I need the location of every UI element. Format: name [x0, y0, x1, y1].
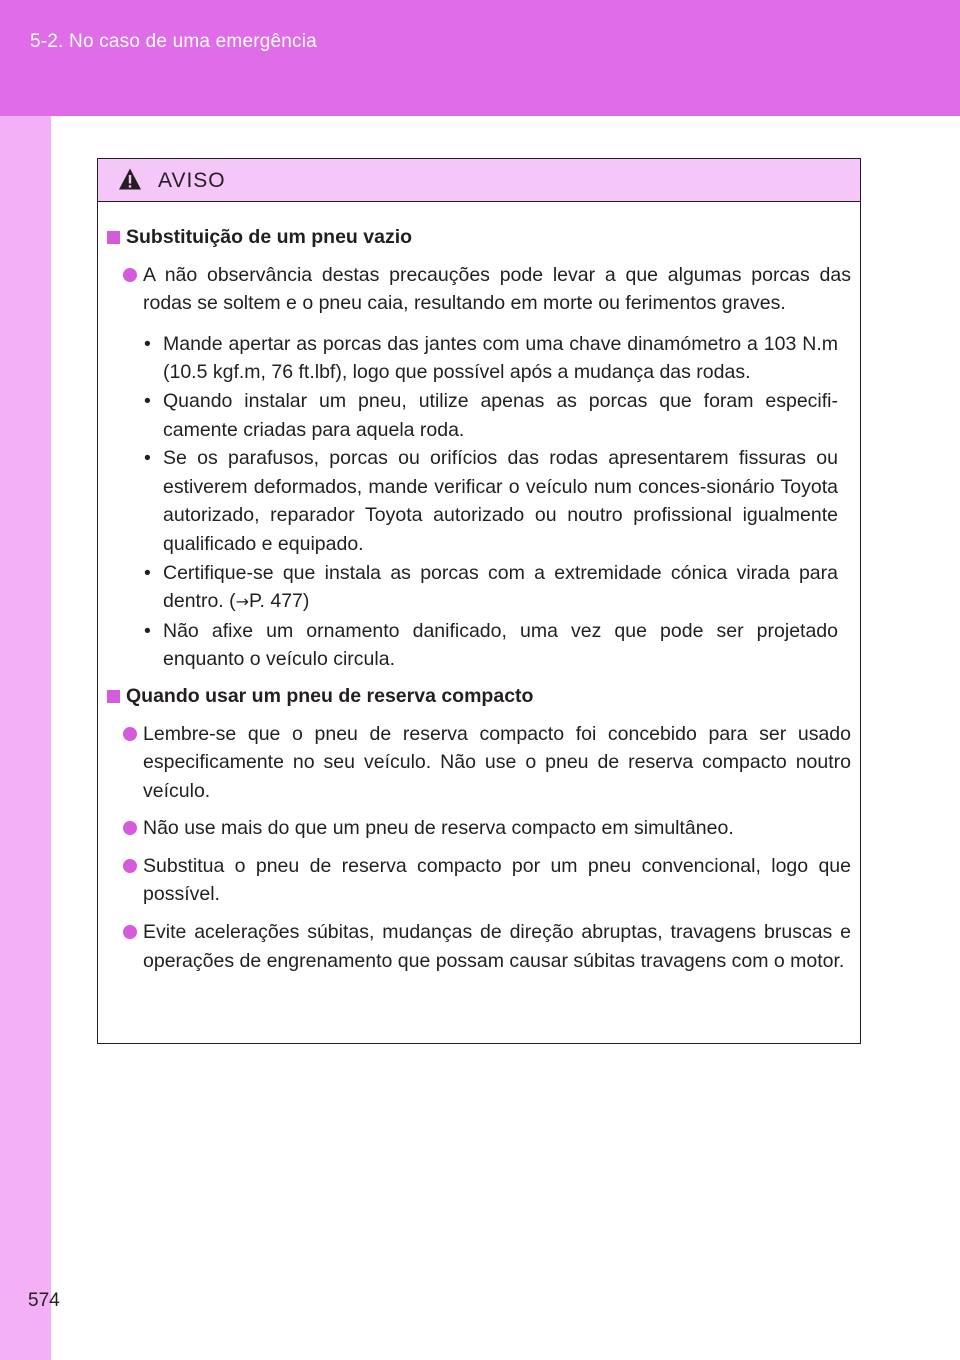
warning-title: AVISO	[158, 169, 226, 192]
circle-bullet-icon	[123, 268, 137, 282]
sub-list-item	[143, 387, 838, 444]
page-reference-link[interactable]: P. 477)	[249, 590, 310, 613]
sub-list-item	[143, 444, 838, 558]
dot-bullet-icon: •	[144, 619, 151, 642]
sub-list-item-text: Mande apertar as porcas das jantes com uma chave dinamómetro a 103 N.m (10.5 kgf.m, 76 ft.lbf), logo que possível após a mudança das rodas.	[163, 332, 838, 384]
warning-box	[97, 158, 861, 1044]
sub-list-item	[143, 559, 838, 617]
dot-bullet-icon: •	[144, 332, 151, 355]
list-item	[107, 720, 851, 806]
dot-bullet-icon: •	[144, 447, 151, 470]
sub-list-item-text: Certifique-se que instala as porcas com a extremidade cónica virada para dentro. (	[163, 561, 838, 613]
section-heading-spare-tire	[107, 682, 851, 711]
circle-bullet-icon	[123, 727, 137, 741]
sub-list-item	[143, 617, 838, 674]
warning-header	[98, 159, 860, 202]
sub-list-item-text: Quando instalar um pneu, utilize apenas as porcas que foram especifi-camente criadas para aquela roda.	[163, 389, 838, 441]
warning-body	[98, 202, 860, 975]
sub-list	[143, 330, 838, 674]
section-heading-text: Quando usar um pneu de reserva compacto	[126, 684, 534, 707]
section-heading-text: Substituição de um pneu vazio	[126, 226, 413, 248]
section-heading-flat-tire	[107, 223, 851, 252]
list-item	[107, 918, 851, 975]
circle-bullet-icon	[123, 925, 137, 939]
list-item-text: Evite acelerações súbitas, mudanças de direção abruptas, travagens bruscas e operações de engrenamento que possam causar súbitas travagens com o motor.	[143, 921, 851, 972]
circle-bullet-icon	[123, 859, 137, 873]
circle-bullet-icon	[123, 821, 137, 835]
list-item	[107, 852, 851, 909]
header-band	[0, 0, 960, 116]
section-title: 5-2. No caso de uma emergência	[30, 31, 317, 52]
list-item-text: A não observância destas precauções pode levar a que algumas porcas das rodas se soltem e o pneu caia, resultando em morte ou ferimentos graves.	[143, 263, 851, 315]
side-tab-band	[0, 116, 51, 1360]
square-bullet-icon	[107, 231, 120, 244]
sub-list-item-text: Não afixe um ornamento danificado, uma vez que pode ser projetado enquanto o veículo circula.	[163, 619, 838, 671]
sub-list-item-text: Se os parafusos, porcas ou orifícios das rodas apresentarem fissuras ou estiverem deformados, mande verificar o veículo num conces-sionário Toyota autorizado, reparador Toyota autorizado ou noutro profissional igualmente qualificado e equipado.	[163, 447, 838, 555]
list-item-text: Lembre-se que o pneu de reserva compacto foi concebido para ser usado especificamente no seu veículo. Não use o pneu de reserva compacto noutro veículo.	[143, 722, 851, 802]
square-bullet-icon	[107, 690, 120, 703]
reference-arrow-icon: →	[235, 592, 250, 612]
dot-bullet-icon: •	[144, 561, 151, 584]
sub-list-item	[143, 330, 838, 387]
list-item-text: Não use mais do que um pneu de reserva compacto em simultâneo.	[143, 817, 734, 840]
page-number: 574	[28, 1290, 60, 1311]
dot-bullet-icon: •	[144, 389, 151, 412]
list-item-text: Substitua o pneu de reserva compacto por um pneu convencional, logo que possível.	[143, 854, 851, 906]
list-item	[107, 814, 851, 843]
warning-triangle-icon	[118, 167, 142, 191]
list-item	[107, 261, 851, 318]
